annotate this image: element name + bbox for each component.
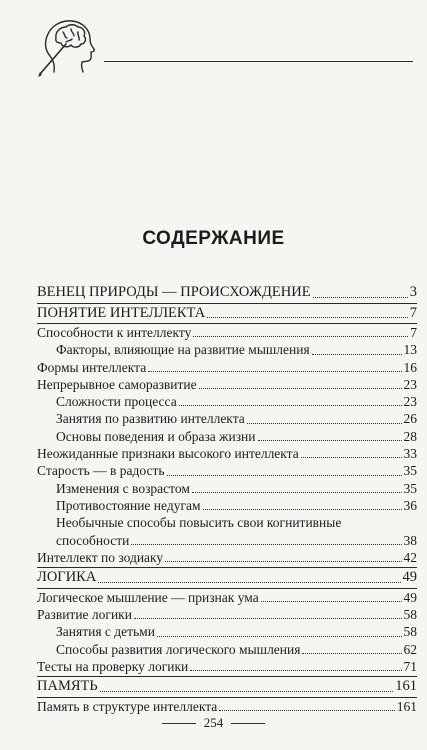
toc-entry-label: Интеллект по зодиаку — [37, 549, 164, 565]
toc-entry[interactable] — [37, 497, 417, 514]
toc-entry[interactable] — [37, 623, 417, 640]
toc-entry-label: ПОНЯТИЕ ИНТЕЛЛЕКТА — [37, 304, 206, 321]
toc-entry-label: ЛОГИКА — [37, 569, 97, 586]
toc-entry[interactable] — [37, 588, 417, 606]
toc-entry-page: 16 — [403, 359, 417, 375]
toc-leader — [203, 509, 402, 510]
toc-entry-label: Занятия по развитию интеллекта — [56, 411, 245, 427]
toc-entry-label: Тесты на проверку логики — [37, 658, 189, 674]
toc-entry-label: Сложности процесса — [56, 394, 177, 410]
toc-entry-page: 23 — [403, 394, 417, 410]
toc-entry-page: 161 — [396, 698, 417, 714]
toc-entry-label: Способности к интеллекту — [37, 325, 192, 340]
toc-entry-page: 35 — [403, 480, 417, 496]
toc-entry-page: 49 — [402, 569, 417, 586]
toc-entry-page: 36 — [403, 497, 417, 513]
toc-entry-page: 13 — [403, 342, 417, 358]
toc-entry-page: 42 — [403, 549, 417, 565]
toc-leader — [261, 601, 402, 602]
toc-entry-page: 71 — [403, 658, 417, 674]
toc-entry-label: Занятия с детьми — [56, 624, 155, 640]
page-title: СОДЕРЖАНИЕ — [142, 228, 285, 249]
toc-entry-label: Изменения с возрастом — [56, 480, 190, 496]
toc-leader — [190, 670, 401, 671]
toc-entry-page: 23 — [403, 376, 417, 392]
toc-entry-label: ПАМЯТЬ — [37, 678, 98, 695]
page-number: 254 — [203, 715, 224, 730]
toc-leader — [193, 336, 408, 337]
toc-entry[interactable] — [37, 641, 417, 658]
toc-entry-label: способности — [56, 532, 130, 548]
table-of-contents — [37, 283, 417, 715]
toc-leader — [199, 388, 402, 389]
toc-leader — [302, 653, 401, 654]
toc-entry[interactable] — [37, 676, 417, 696]
toc-entry-label: Основы поведения и образа жизни — [56, 428, 256, 444]
toc-leader — [131, 544, 401, 545]
header-rule — [104, 61, 413, 62]
toc-entry[interactable] — [37, 393, 417, 410]
toc-entry-page: 26 — [403, 411, 417, 427]
toc-leader — [179, 405, 402, 406]
toc-leader — [157, 636, 402, 637]
toc-entry-page: 7 — [410, 325, 417, 340]
toc-entry[interactable] — [37, 514, 417, 549]
toc-entry-label: Логическое мышление — признак ума — [37, 589, 259, 605]
toc-leader — [258, 440, 402, 441]
toc-leader — [165, 561, 401, 562]
toc-entry-label: Неожиданные признаки высокого интеллекта — [37, 446, 299, 462]
toc-entry[interactable] — [37, 283, 417, 302]
toc-entry[interactable] — [37, 341, 417, 358]
toc-entry-page: 33 — [403, 446, 417, 462]
toc-entry-label: Формы интеллекта — [37, 359, 147, 375]
toc-entry[interactable] — [37, 359, 417, 376]
toc-entry-label: ВЕНЕЦ ПРИРОДЫ — ПРОИСХОЖДЕНИЕ — [37, 284, 311, 300]
toc-entry[interactable] — [37, 658, 417, 675]
toc-entry[interactable] — [37, 697, 417, 715]
toc-entry-page: 28 — [403, 428, 417, 444]
footer-rule-right — [231, 723, 265, 724]
toc-leader — [134, 618, 402, 619]
toc-entry-page: 58 — [403, 606, 417, 622]
toc-entry[interactable] — [37, 323, 417, 341]
footer-rule-left — [162, 723, 196, 724]
toc-leader — [301, 457, 402, 458]
toc-entry[interactable] — [37, 462, 417, 479]
toc-entry-label: Память в структуре интеллекта — [37, 698, 218, 714]
toc-leader — [148, 371, 401, 372]
toc-entry-page: 62 — [403, 641, 417, 657]
toc-entry-label: Старость — в радость — [37, 463, 165, 479]
page-footer — [0, 715, 427, 731]
toc-entry-label: Факторы, влияющие на развитие мышления — [56, 342, 310, 358]
toc-leader — [247, 423, 402, 424]
toc-leader — [167, 475, 402, 476]
toc-entry[interactable] — [37, 376, 417, 393]
toc-entry[interactable] — [37, 445, 417, 462]
head-profile-brain-icon — [36, 14, 100, 78]
toc-entry[interactable] — [37, 549, 417, 566]
toc-entry[interactable] — [37, 567, 417, 587]
toc-entry-page: 3 — [409, 284, 417, 300]
toc-entry[interactable] — [37, 606, 417, 623]
toc-entry-label: Непрерывное саморазвитие — [37, 376, 197, 392]
toc-entry-label-line1: Необычные способы повысить свои когнитивные — [56, 515, 342, 531]
toc-entry-label: Противостояние недугам — [56, 497, 201, 513]
toc-entry-page: 49 — [403, 589, 417, 605]
toc-entry[interactable] — [37, 410, 417, 427]
toc-leader — [192, 492, 402, 493]
toc-entry[interactable] — [37, 303, 417, 323]
toc-leader — [313, 297, 408, 298]
toc-leader — [312, 354, 402, 355]
toc-entry-page: 161 — [395, 678, 417, 695]
toc-entry[interactable] — [37, 480, 417, 497]
toc-entry-page: 58 — [403, 624, 417, 640]
toc-leader — [207, 317, 408, 318]
toc-leader — [219, 710, 394, 711]
toc-entry-page: 7 — [409, 304, 417, 321]
toc-entry-label: Развитие логики — [37, 606, 132, 622]
toc-entry[interactable] — [37, 428, 417, 445]
toc-entry-label: Способы развития логического мышления — [56, 641, 301, 657]
toc-entry-page: 35 — [403, 463, 417, 479]
toc-leader — [98, 582, 400, 583]
toc-leader — [100, 691, 394, 692]
toc-entry-page: 38 — [403, 532, 417, 548]
